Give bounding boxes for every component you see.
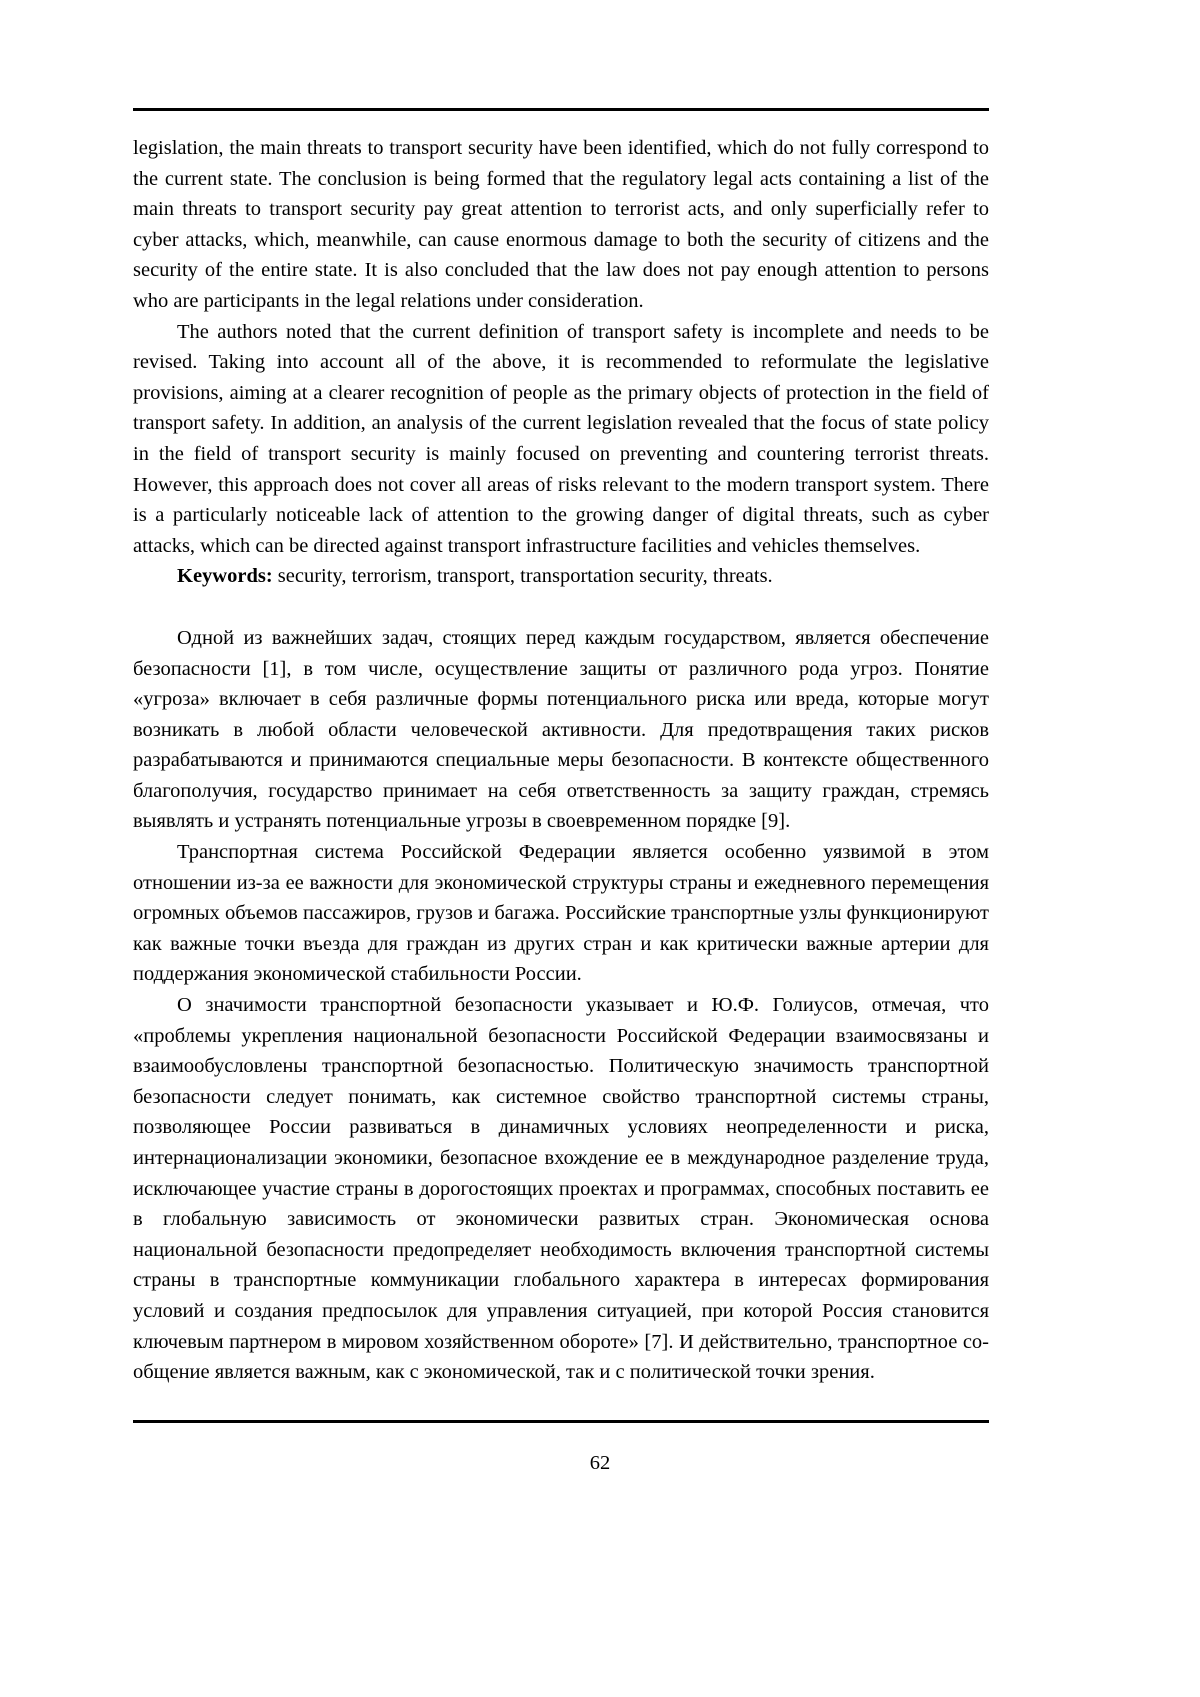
body-paragraph-1: Одной из важнейших задач, стоящих перед каждым государством, является обеспечение безопасности [1], в том числе, осуществление защиты от различного рода угроз. Понятие «угроза» включает в себя различные формы потенциального риска или вреда, которые могут возникать в любой области человеческой активности. Для предотвращения таких рисков разрабатываются и принимаются специальные меры безопасности. В контексте общественного благополучия, государство принимает на себя ответственность за защиту граждан, стремясь выявлять и устранять потенциальные угрозы в своевременном порядке [9]. [133, 626, 989, 833]
keywords-value: security, terrorism, transport, transportation security, threats. [272, 565, 773, 588]
page-number: 62 [589, 1452, 611, 1474]
body-paragraph-2: Транспортная система Российской Федерации является особенно уязвимой в этом отношении из-за ее важности для экономической структуры страны и ежедневного перемещения огромных объемов пассажиров, грузов и багажа. Российские транспортные узлы функционируют как важные точки въезда для граждан из других стран и как критически важные артерии для поддержания экономической стабильности России. [133, 841, 989, 986]
footer-rule [133, 1420, 989, 1423]
keywords-label: Keywords: [177, 565, 273, 588]
page-content [133, 108, 989, 1388]
abstract-paragraph-2: The authors noted that the current definition of transport safety is incomplete and needs to be revised. Taking into account all of the above, it is recommended to reformulate the legislative provisions, aiming at a clearer recognition of people as the primary objects of protection in the field of transport safety. In addition, an analysis of the current legislation revealed that the focus of state policy in the field of transport security is mainly focused on preventing and countering terrorist threats. However, this approach does not cover all areas of risks relevant to the modern transport system. There is a particularly noticeable lack of attention to the growing danger of digital threats, such as cyber attacks, which can be directed against transport infrastructure facilities and vehicles themselves. [133, 320, 989, 557]
body-paragraph-3: О значимости транспортной безопасности указывает и Ю.Ф. Голиусов, отмечая, что «проблемы укрепления национальной безопасности Российской Федерации взаимосвязаны и взаимообусловлены транспортной безопасностью. Политическую значимость транспортной безопасности следует понимать, как системное свойство транспортной системы страны, позволяющее России развиваться в динамичных условиях неопределенности и риска, интернационализации экономики, безопасное вхождение ее в международное разделение труда, исключающее участие страны в дорогостоящих проектах и программах, способных поставить ее в глобальную зависимость от экономически развитых стран. Экономическая основа национальной безопасности предопределяет необходимость включения транспортной системы страны в транспортные коммуникации глобального характера в интересах формирования условий и создания предпосылок для управления ситуацией, при которой Россия становится ключевым партнером в мировом хозяйственном обороте» [7]. И действительно, транспортное сообщение является важным, как с экономической, так и с политической точки зрения. [133, 994, 989, 1384]
header-rule [133, 108, 989, 111]
keywords-line [133, 561, 989, 592]
abstract-paragraph-1: legislation, the main threats to transport security have been identified, which do not fully correspond to the current state. The conclusion is being formed that the regulatory legal acts containing a list of the main threats to transport security pay great attention to terrorist acts, and only superficially refer to cyber attacks, which, meanwhile, can cause enormous damage to both the security of citizens and the security of the entire state. It is also concluded that the law does not pay enough attention to persons who are participants in the legal relations under consideration. [133, 137, 989, 312]
section-spacer [133, 592, 989, 623]
